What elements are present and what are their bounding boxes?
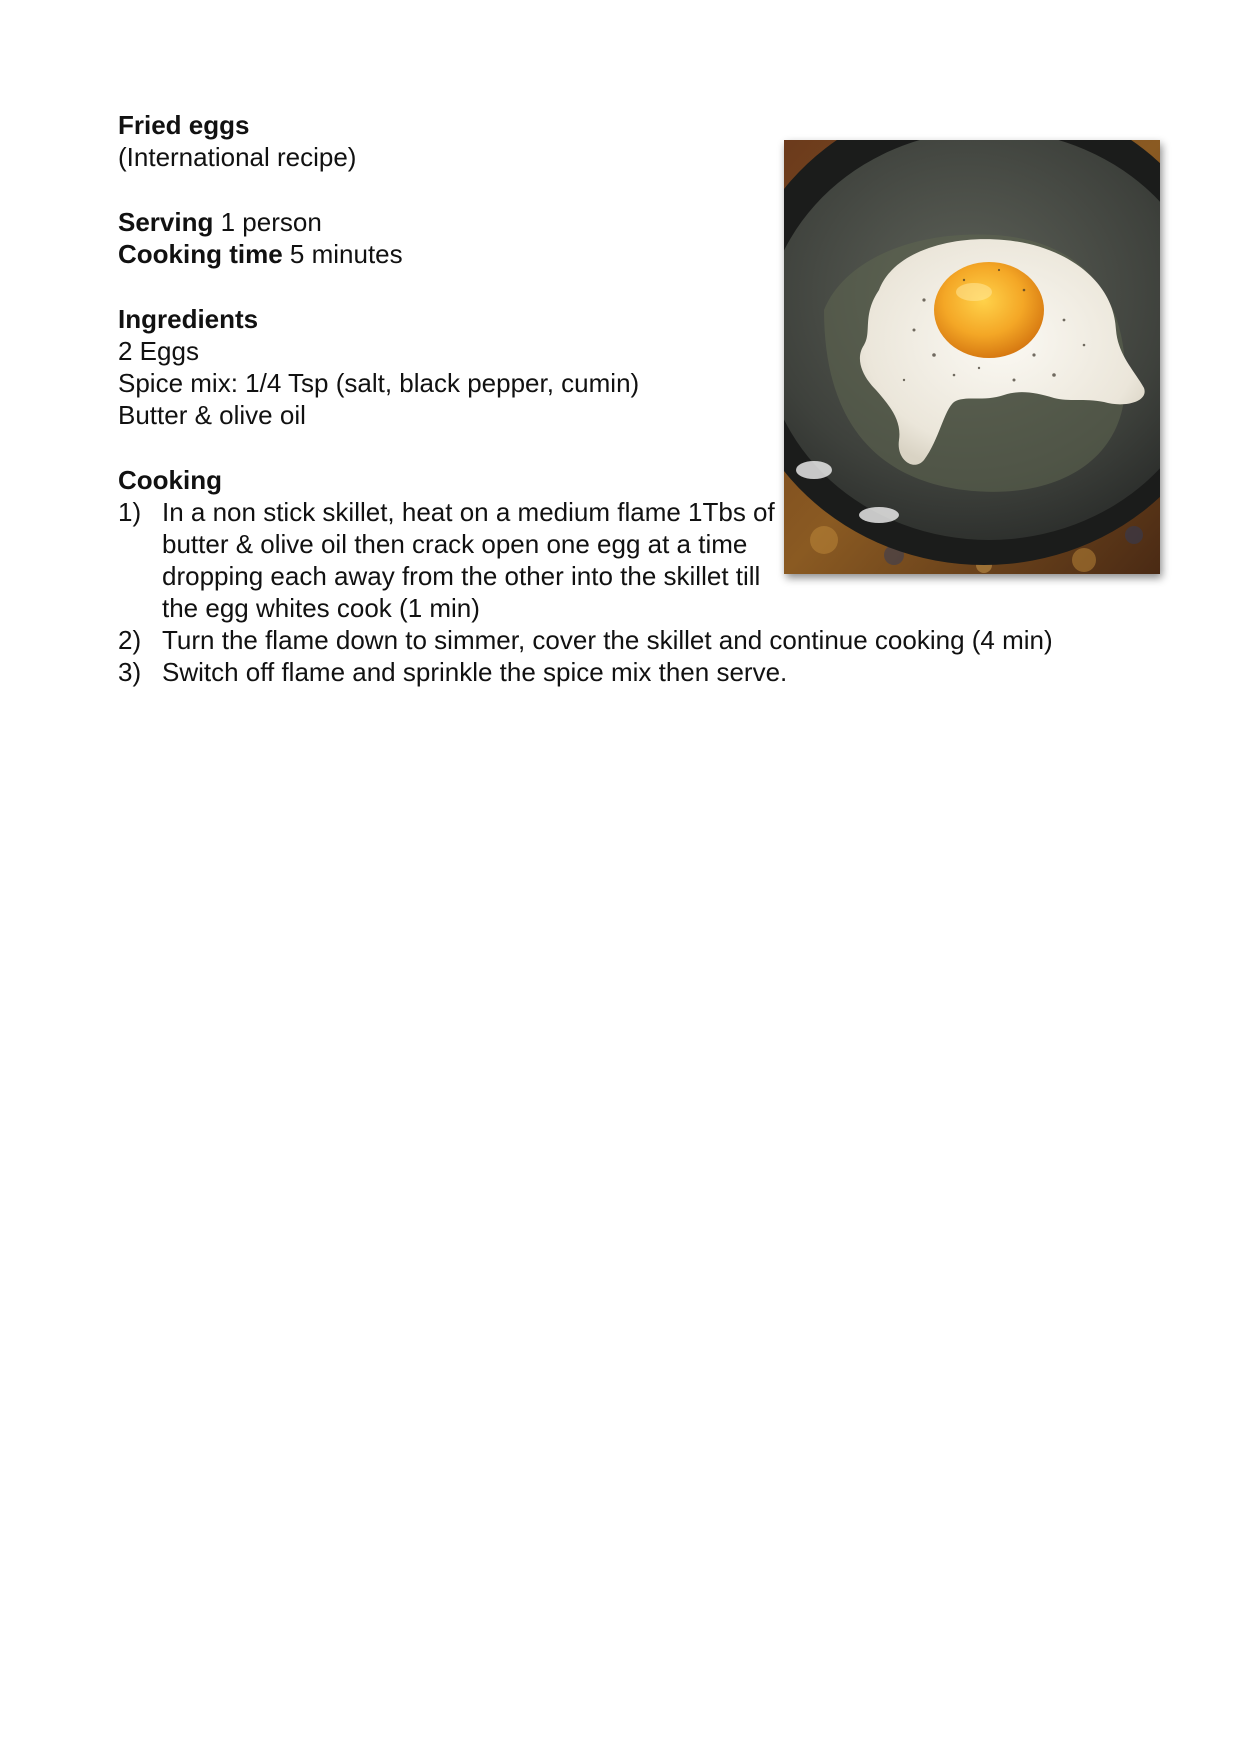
cooking-step <box>118 656 1118 688</box>
ingredient-item: Spice mix: 1/4 Tsp (salt, black pepper, cumin) <box>118 368 640 398</box>
ingredients-heading: Ingredients <box>118 304 259 334</box>
cooking-time-label: Cooking time <box>118 239 283 269</box>
ingredient-item: 2 Eggs <box>118 336 199 366</box>
step-text: Switch off flame and sprinkle the spice mix then serve. <box>162 657 788 687</box>
step-number: 2) <box>118 625 142 655</box>
recipe-title: Fried eggs <box>118 110 250 140</box>
ingredient-item: Butter & olive oil <box>118 400 306 430</box>
cooking-step <box>118 624 1118 656</box>
cooking-time-value: 5 minutes <box>289 239 403 269</box>
step-text: Turn the flame down to simmer, cover the skillet and continue cooking (4 min) <box>162 625 1053 655</box>
fried-egg-photo <box>784 140 1160 574</box>
serving-label: Serving <box>118 207 214 237</box>
step-number: 1) <box>118 497 142 527</box>
step-number: 3) <box>118 657 142 687</box>
egg-yolk <box>934 262 1044 358</box>
pan-reflection <box>859 507 899 523</box>
pan-reflection <box>796 461 832 479</box>
cooking-heading: Cooking <box>118 465 222 495</box>
recipe-subtitle: (International recipe) <box>118 142 357 172</box>
fried-egg-illustration <box>784 140 1160 574</box>
step-text: In a non stick skillet, heat on a medium flame 1Tbs of butter & olive oil then crack open one egg at a time dropping each away from the other into the skillet till the egg whites cook (1 min) <box>162 497 775 623</box>
yolk-highlight <box>956 283 992 301</box>
serving-value: 1 person <box>220 207 322 237</box>
